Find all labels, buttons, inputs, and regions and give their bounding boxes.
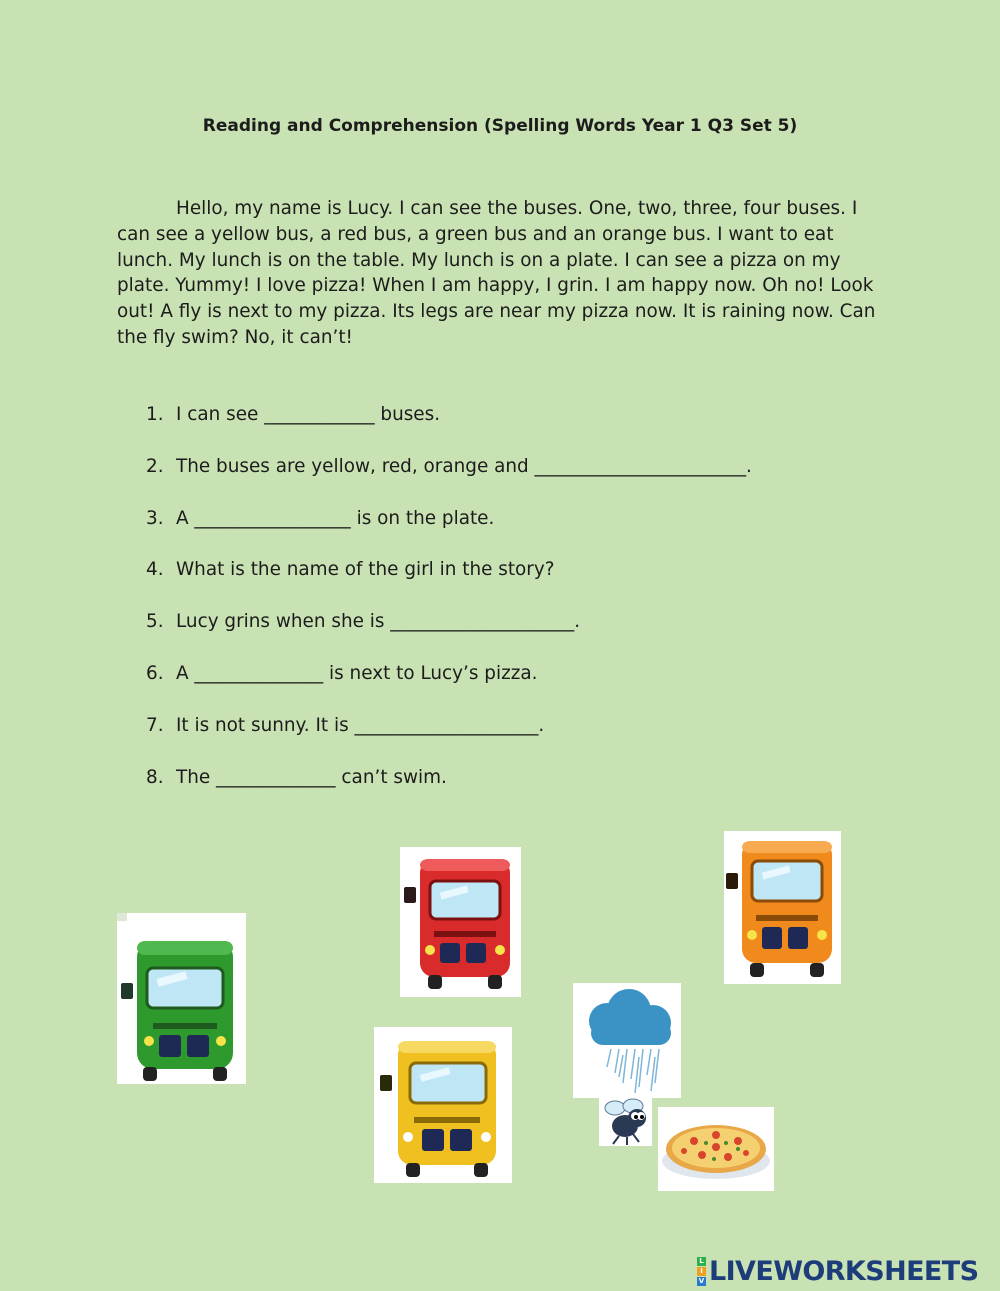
- orange-bus-icon[interactable]: [724, 831, 841, 984]
- logo-mark-icon: [697, 1257, 706, 1286]
- question-text: A ______________ is next to Lucy’s pizza.: [176, 662, 538, 684]
- fly-icon[interactable]: [599, 1094, 652, 1146]
- question-text: What is the name of the girl in the story?: [176, 559, 555, 581]
- question-item: [146, 555, 866, 607]
- red-bus-icon[interactable]: [400, 847, 521, 997]
- question-item: [146, 763, 866, 815]
- question-item: [146, 711, 866, 763]
- question-text: I can see ____________ buses.: [176, 404, 441, 425]
- question-item: [146, 400, 866, 452]
- green-bus-icon[interactable]: [117, 913, 246, 1084]
- logo-text: LIVEWORKSHEETS: [709, 1255, 979, 1287]
- liveworksheets-logo: [697, 1256, 978, 1286]
- question-number: 5.: [146, 611, 164, 633]
- question-number: 6.: [146, 662, 164, 684]
- logo-mark-letter: L: [697, 1257, 706, 1266]
- yellow-bus-icon[interactable]: [374, 1027, 512, 1183]
- question-text: It is not sunny. It is ____________________.: [176, 714, 545, 736]
- logo-mark-letter: V: [698, 1276, 705, 1285]
- question-item: [146, 659, 866, 711]
- question-text: The buses are yellow, red, orange and _______________________.: [176, 455, 752, 477]
- question-item: [146, 504, 866, 556]
- question-text: A _________________ is on the plate.: [176, 507, 495, 529]
- reading-passage: Hello, my name is Lucy. I can see the buses. One, two, three, four buses. I can see a yellow bus, a red bus, a green bus and an orange bus. I want to eat lunch. My lunch is on the table. My lunch is on a plate. I can see a pizza on my plate. Yummy! I love pizza! When I am happy, I grin. I am happy now. Oh no! Look out! A fly is next to my pizza. Its legs are near my pizza now. It is raining now. Can the fly swim? No, it can’t!: [117, 198, 876, 348]
- question-number: 2.: [146, 455, 164, 477]
- question-number: 4.: [146, 559, 164, 581]
- question-number: 7.: [146, 714, 164, 736]
- question-text: The _____________ can’t swim.: [176, 766, 447, 788]
- question-number: 3.: [146, 507, 164, 529]
- question-item: [146, 452, 866, 504]
- question-number: 8.: [146, 766, 164, 788]
- rain-cloud-icon[interactable]: [573, 983, 681, 1098]
- pizza-icon[interactable]: [658, 1107, 774, 1191]
- question-number: 1.: [146, 404, 164, 425]
- logo-mark-letter: I: [697, 1267, 706, 1276]
- question-text: Lucy grins when she is ____________________.: [176, 611, 581, 633]
- worksheet-title: Reading and Comprehension (Spelling Words Year 1 Q3 Set 5): [202, 116, 798, 136]
- question-item: [146, 607, 866, 659]
- question-list: [146, 400, 866, 814]
